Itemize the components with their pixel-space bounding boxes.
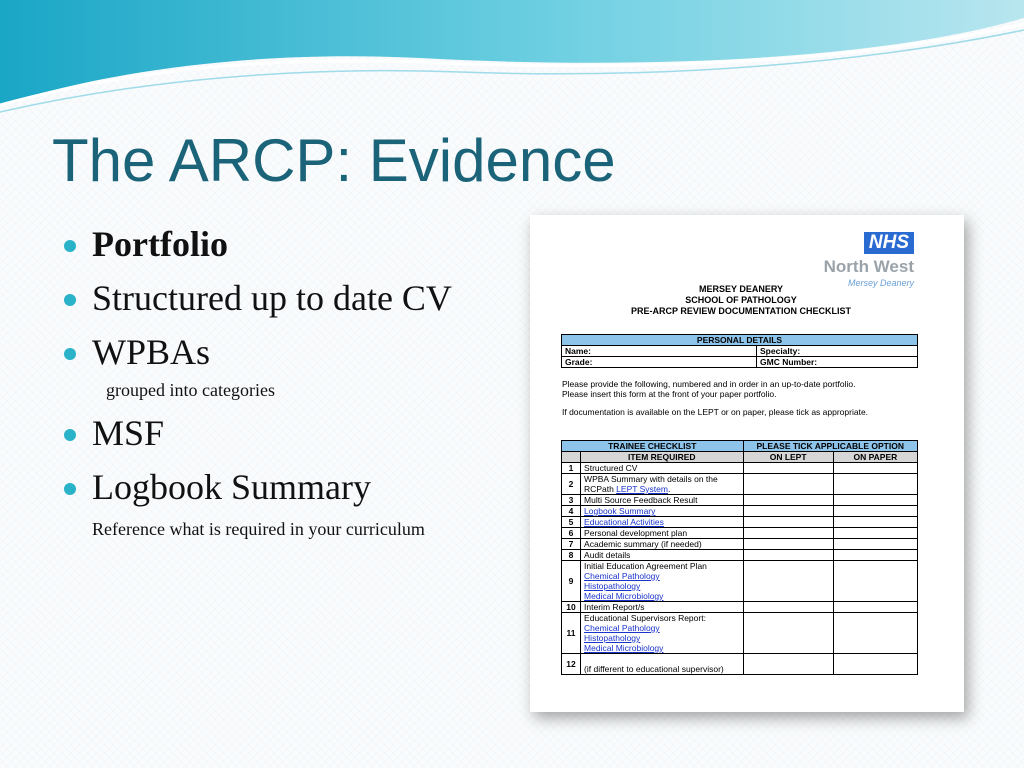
trainee-checklist-table [561, 440, 918, 675]
checklist-row-item [581, 495, 743, 506]
checkbox-cell-lept[interactable] [743, 495, 833, 506]
bullet-dot-icon [64, 240, 76, 252]
checklist-item-link[interactable]: Chemical Pathology [584, 623, 660, 633]
checklist-row-number: 2 [562, 474, 581, 495]
checklist-item-link[interactable]: Chemical Pathology [584, 571, 660, 581]
checkbox-cell-paper[interactable] [833, 654, 917, 675]
col-on-lept: ON LEPT [743, 452, 833, 463]
checklist-item-line: Personal development plan [584, 528, 688, 538]
checklist-row [562, 602, 918, 613]
checklist-item-line: Multi Source Feedback Result [584, 495, 698, 505]
checkbox-cell-paper[interactable] [833, 561, 917, 602]
checklist-item-line: Initial Education Agreement Plan [584, 561, 707, 571]
bullet-item-logbook: Logbook Summary [62, 469, 512, 505]
checklist-row [562, 550, 918, 561]
checklist-row-item [581, 474, 743, 495]
checklist-item-line [584, 581, 739, 591]
checklist-item-line [584, 571, 739, 581]
personal-details-table [561, 334, 918, 368]
checklist-item-line: RCPath LEPT System. [584, 484, 671, 494]
checkbox-cell-paper[interactable] [833, 495, 917, 506]
bullet-dot-icon [64, 429, 76, 441]
checklist-item-link[interactable]: Histopathology [584, 633, 641, 643]
checkbox-cell-lept[interactable] [743, 506, 833, 517]
checklist-row-number: 9 [562, 561, 581, 602]
checklist-row-item [581, 506, 743, 517]
checkbox-cell-lept[interactable] [743, 613, 833, 654]
checklist-item-line: Structured CV [584, 463, 638, 473]
checklist-item-line: (if different to educational supervisor) [584, 664, 724, 674]
checklist-item-line: WPBA Summary with details on the [584, 474, 718, 484]
checklist-item-link[interactable]: LEPT System [616, 484, 668, 494]
checkbox-cell-lept[interactable] [743, 539, 833, 550]
checkbox-cell-paper[interactable] [833, 528, 917, 539]
checklist-row [562, 506, 918, 517]
checkbox-cell-lept[interactable] [743, 550, 833, 561]
checklist-row-number: 5 [562, 517, 581, 528]
checklist-row-item [581, 539, 743, 550]
checklist-item-link[interactable]: Educational Activities [584, 517, 664, 527]
checkbox-cell-paper[interactable] [833, 539, 917, 550]
checkbox-cell-lept[interactable] [743, 463, 833, 474]
personal-details-header: PERSONAL DETAILS [562, 335, 918, 346]
bullet-item-msf: MSF [62, 415, 512, 451]
col-on-paper: ON PAPER [833, 452, 917, 463]
checklist-row [562, 539, 918, 550]
checklist-row-number: 12 [562, 654, 581, 675]
checklist-item-line [584, 654, 739, 664]
checklist-row-item [581, 602, 743, 613]
checklist-row-item [581, 654, 743, 675]
bullet-dot-icon [64, 483, 76, 495]
blank-header-cell [562, 452, 581, 463]
checklist-row [562, 654, 918, 675]
checkbox-cell-paper[interactable] [833, 602, 917, 613]
checklist-header-right: PLEASE TICK APPLICABLE OPTION [743, 441, 918, 452]
checklist-row-item [581, 613, 743, 654]
checklist-row-number: 6 [562, 528, 581, 539]
slide-title: The ARCP: Evidence [52, 127, 616, 194]
bullet-dot-icon [64, 294, 76, 306]
checkbox-cell-lept[interactable] [743, 517, 833, 528]
nhs-logo-badge: NHS [864, 232, 914, 254]
bullet-dot-icon [64, 348, 76, 360]
checklist-item-line [584, 633, 739, 643]
checklist-row [562, 517, 918, 528]
checklist-item-link[interactable]: Histopathology [584, 581, 641, 591]
checklist-item-link[interactable]: Medical Microbiology [584, 643, 664, 653]
checkbox-cell-paper[interactable] [833, 517, 917, 528]
checklist-row-number: 11 [562, 613, 581, 654]
checklist-item-line: Audit details [584, 550, 631, 560]
header-wave-decoration [0, 0, 1024, 120]
checklist-row [562, 474, 918, 495]
checkbox-cell-paper[interactable] [833, 550, 917, 561]
name-field-label: Name: [562, 346, 757, 357]
checklist-item-link[interactable]: Logbook Summary [584, 506, 656, 516]
nhs-region-text: North West [823, 257, 914, 276]
gmc-field-label: GMC Number: [757, 357, 918, 368]
nhs-deanery-text: Mersey Deanery [847, 278, 914, 288]
checklist-document-image [530, 215, 964, 712]
checklist-row-number: 4 [562, 506, 581, 517]
curriculum-note: Reference what is required in your curriculum [92, 519, 425, 539]
checklist-row-item [581, 528, 743, 539]
checkbox-cell-paper[interactable] [833, 474, 917, 495]
specialty-field-label: Specialty: [757, 346, 918, 357]
checklist-item-line [584, 506, 739, 516]
checklist-header-left: TRAINEE CHECKLIST [562, 441, 744, 452]
checkbox-cell-lept[interactable] [743, 654, 833, 675]
checklist-row [562, 463, 918, 474]
checklist-row-number: 10 [562, 602, 581, 613]
checklist-row-number: 1 [562, 463, 581, 474]
checkbox-cell-lept[interactable] [743, 474, 833, 495]
checklist-row [562, 613, 918, 654]
checklist-item-line [584, 591, 739, 601]
document-heading: MERSEY DEANERY SCHOOL OF PATHOLOGY PRE-ARCP REVIEW DOCUMENTATION CHECKLIST [630, 284, 851, 316]
bullet-list [62, 220, 512, 540]
bullet-item-wpbas: WPBAs [62, 334, 512, 370]
checkbox-cell-lept[interactable] [743, 528, 833, 539]
wpbas-subtext: grouped into categories [106, 380, 275, 400]
checklist-row [562, 561, 918, 602]
checklist-row-item [581, 550, 743, 561]
checklist-row [562, 528, 918, 539]
grade-field-label: Grade: [562, 357, 757, 368]
checkbox-cell-paper[interactable] [833, 613, 917, 654]
checkbox-cell-paper[interactable] [833, 506, 917, 517]
checklist-item-line: Academic summary (if needed) [584, 539, 702, 549]
checklist-row-number: 7 [562, 539, 581, 550]
instructions-text: Please provide the following, numbered and in order in an up-to-date portfolio. Please insert this form at the front of your paper portfolio. If documentation is available on the LEPT or on paper, please tick as appropriate. [562, 379, 869, 417]
checklist-item-line [584, 517, 739, 527]
checklist-item-link[interactable]: Medical Microbiology [584, 591, 664, 601]
bullet-item-portfolio: Portfolio [62, 226, 512, 262]
checkbox-cell-lept[interactable] [743, 602, 833, 613]
checklist-item-line: Interim Report/s [584, 602, 645, 612]
checklist-item-line [584, 643, 739, 653]
col-item-required: ITEM REQUIRED [581, 452, 743, 463]
checkbox-cell-paper[interactable] [833, 463, 917, 474]
checklist-row-item [581, 561, 743, 602]
checklist-item-line: Educational Supervisors Report: [584, 613, 706, 623]
checklist-row-number: 3 [562, 495, 581, 506]
bullet-item-cv: Structured up to date CV [62, 280, 512, 316]
checkbox-cell-lept[interactable] [743, 561, 833, 602]
checklist-item-line [584, 623, 739, 633]
checklist-row [562, 495, 918, 506]
checklist-row-number: 8 [562, 550, 581, 561]
checklist-row-item [581, 463, 743, 474]
checklist-row-item [581, 517, 743, 528]
